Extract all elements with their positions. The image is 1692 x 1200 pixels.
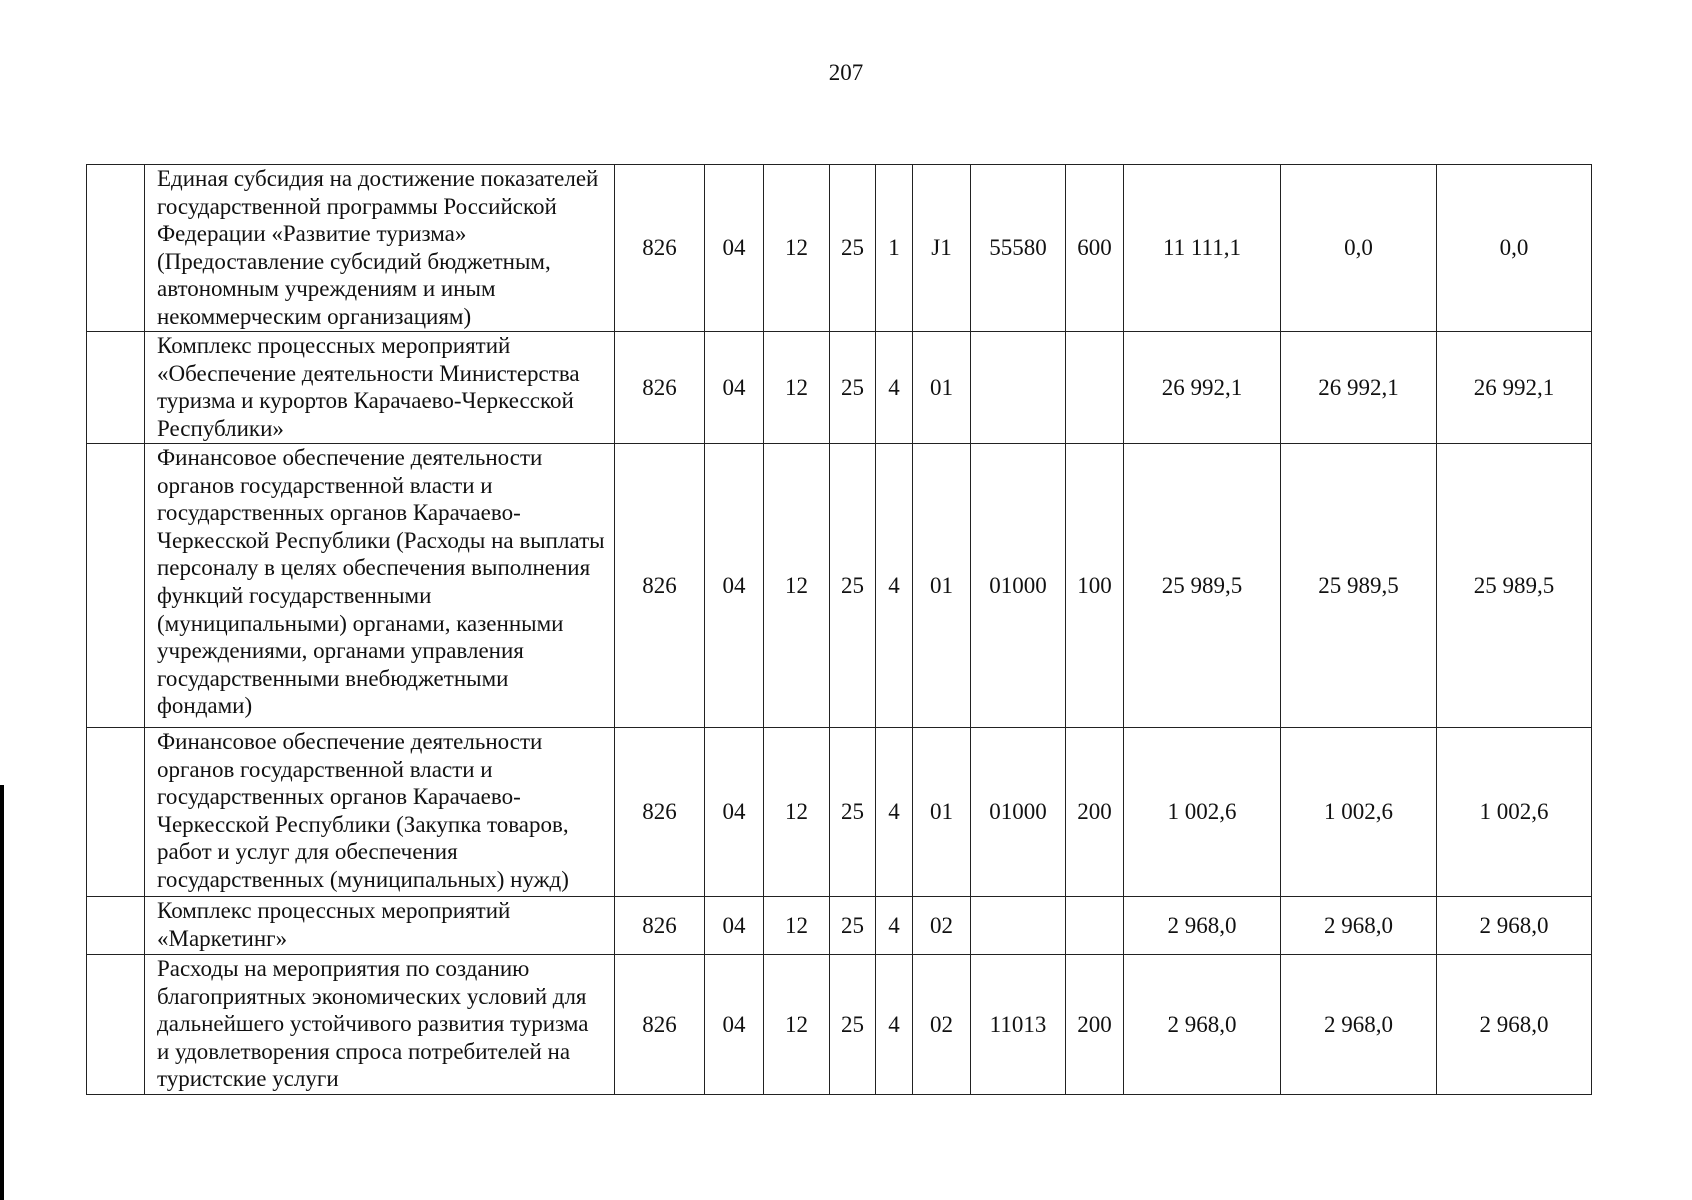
row-number-cell xyxy=(87,332,145,444)
event-code-cell: 01 xyxy=(913,332,971,444)
subsection-code-cell: 12 xyxy=(764,444,830,728)
program-code-cell: 25 xyxy=(830,165,876,332)
row-number-cell xyxy=(87,444,145,728)
sum-year3-cell: 25 989,5 xyxy=(1437,444,1592,728)
table-row xyxy=(87,165,1592,332)
type-code-cell: 4 xyxy=(876,955,913,1095)
type-code-cell: 4 xyxy=(876,444,913,728)
sum-year2-cell: 2 968,0 xyxy=(1281,955,1437,1095)
sum-year1-cell: 26 992,1 xyxy=(1124,332,1281,444)
sum-year1-cell: 2 968,0 xyxy=(1124,955,1281,1095)
event-code-cell: 01 xyxy=(913,728,971,897)
type-code-cell: 4 xyxy=(876,897,913,955)
subsection-code-cell: 12 xyxy=(764,897,830,955)
row-number-cell xyxy=(87,165,145,332)
direction-code-cell: 55580 xyxy=(971,165,1066,332)
expense-name-cell: Комплекс процессных мероприятий «Маркетинг» xyxy=(145,897,615,955)
expense-name-cell: Единая субсидия на достижение показателей государственной программы Российской Федерации «Развитие туризма» (Предоставление субсидий бюджетным, автономным учреждениям и иным некоммерческим организациям) xyxy=(145,165,615,332)
row-number-cell xyxy=(87,955,145,1095)
sum-year2-cell: 2 968,0 xyxy=(1281,897,1437,955)
table-row xyxy=(87,897,1592,955)
program-code-cell: 25 xyxy=(830,897,876,955)
sum-year3-cell: 0,0 xyxy=(1437,165,1592,332)
page-number: 207 xyxy=(828,60,864,85)
sum-year2-cell: 25 989,5 xyxy=(1281,444,1437,728)
table-row xyxy=(87,444,1592,728)
section-code-cell: 04 xyxy=(705,728,764,897)
subsection-code-cell: 12 xyxy=(764,165,830,332)
sum-year2-cell: 0,0 xyxy=(1281,165,1437,332)
section-code-cell: 04 xyxy=(705,955,764,1095)
sum-year2-cell: 26 992,1 xyxy=(1281,332,1437,444)
subsection-code-cell: 12 xyxy=(764,332,830,444)
event-code-cell: 02 xyxy=(913,955,971,1095)
sum-year3-cell: 2 968,0 xyxy=(1437,955,1592,1095)
sum-year1-cell: 1 002,6 xyxy=(1124,728,1281,897)
expense-type-cell: 600 xyxy=(1066,165,1124,332)
type-code-cell: 4 xyxy=(876,332,913,444)
expense-type-cell: 200 xyxy=(1066,955,1124,1095)
expense-name-cell: Финансовое обеспечение деятельности органов государственной власти и государственных органов Карачаево-Черкесской Республики (Расходы на выплаты персоналу в целях обеспечения выполнения функций государственными (муниципальными) органами, казенными учреждениями, органами управления государственными внебюджетными фондами) xyxy=(145,444,615,728)
ministry-code-cell: 826 xyxy=(615,897,705,955)
sum-year1-cell: 11 111,1 xyxy=(1124,165,1281,332)
program-code-cell: 25 xyxy=(830,444,876,728)
direction-code-cell: 01000 xyxy=(971,728,1066,897)
table-row xyxy=(87,955,1592,1095)
expense-type-cell xyxy=(1066,332,1124,444)
event-code-cell: 02 xyxy=(913,897,971,955)
type-code-cell: 4 xyxy=(876,728,913,897)
sum-year3-cell: 26 992,1 xyxy=(1437,332,1592,444)
program-code-cell: 25 xyxy=(830,332,876,444)
ministry-code-cell: 826 xyxy=(615,165,705,332)
row-number-cell xyxy=(87,897,145,955)
expense-type-cell xyxy=(1066,897,1124,955)
direction-code-cell: 11013 xyxy=(971,955,1066,1095)
section-code-cell: 04 xyxy=(705,165,764,332)
expense-name-cell: Комплекс процессных мероприятий «Обеспечение деятельности Министерства туризма и курортов Карачаево-Черкесской Республики» xyxy=(145,332,615,444)
subsection-code-cell: 12 xyxy=(764,955,830,1095)
sum-year3-cell: 1 002,6 xyxy=(1437,728,1592,897)
scan-edge-mark xyxy=(0,785,4,1200)
budget-table xyxy=(86,164,1592,1095)
table-row xyxy=(87,728,1592,897)
expense-type-cell: 100 xyxy=(1066,444,1124,728)
direction-code-cell: 01000 xyxy=(971,444,1066,728)
section-code-cell: 04 xyxy=(705,444,764,728)
ministry-code-cell: 826 xyxy=(615,728,705,897)
subsection-code-cell: 12 xyxy=(764,728,830,897)
sum-year1-cell: 2 968,0 xyxy=(1124,897,1281,955)
program-code-cell: 25 xyxy=(830,955,876,1095)
expense-type-cell: 200 xyxy=(1066,728,1124,897)
sum-year3-cell: 2 968,0 xyxy=(1437,897,1592,955)
expense-name-cell: Финансовое обеспечение деятельности органов государственной власти и государственных органов Карачаево-Черкесской Республики (Закупка товаров, работ и услуг для обеспечения государственных (муниципальных) нужд) xyxy=(145,728,615,897)
program-code-cell: 25 xyxy=(830,728,876,897)
section-code-cell: 04 xyxy=(705,897,764,955)
row-number-cell xyxy=(87,728,145,897)
event-code-cell: 01 xyxy=(913,444,971,728)
ministry-code-cell: 826 xyxy=(615,955,705,1095)
sum-year2-cell: 1 002,6 xyxy=(1281,728,1437,897)
sum-year1-cell: 25 989,5 xyxy=(1124,444,1281,728)
table-row xyxy=(87,332,1592,444)
expense-name-cell: Расходы на мероприятия по созданию благоприятных экономических условий для дальнейшего устойчивого развития туризма и удовлетворения спроса потребителей на туристские услуги xyxy=(145,955,615,1095)
direction-code-cell xyxy=(971,332,1066,444)
event-code-cell: J1 xyxy=(913,165,971,332)
ministry-code-cell: 826 xyxy=(615,444,705,728)
ministry-code-cell: 826 xyxy=(615,332,705,444)
type-code-cell: 1 xyxy=(876,165,913,332)
section-code-cell: 04 xyxy=(705,332,764,444)
direction-code-cell xyxy=(971,897,1066,955)
